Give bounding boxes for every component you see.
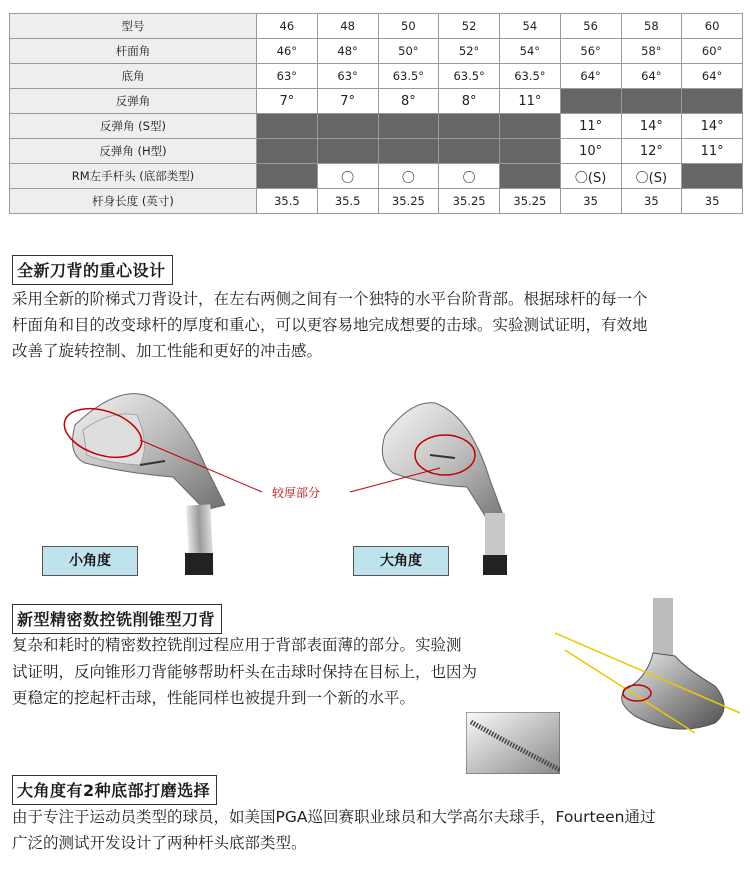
table-cell: 11° (682, 139, 743, 164)
high-loft-label: 大角度 (353, 546, 449, 576)
table-cell: 35 (621, 189, 682, 214)
loft-cell: 52 (439, 14, 500, 39)
table-cell: 64° (682, 64, 743, 89)
loft-cell: 50 (378, 14, 439, 39)
table-cell: 48° (317, 39, 378, 64)
table-cell: 60° (682, 39, 743, 64)
loft-cell: 54 (500, 14, 561, 39)
text-line: 试证明，反向锥形刀背能够帮助杆头在击球时保持在目标上，也因为 (12, 662, 478, 681)
loft-cell: 58 (621, 14, 682, 39)
row-label: 反弹角 (10, 89, 257, 114)
low-loft-label: 小角度 (42, 546, 138, 576)
section2-body (12, 632, 477, 712)
row-label: 底角 (10, 64, 257, 89)
text-line: 由于专注于运动员类型的球员，如美国PGA巡回赛职业球员和大学高尔夫球手，Fourteen通过 (12, 808, 656, 826)
table-cell: 35.25 (439, 189, 500, 214)
section3-body (12, 804, 655, 856)
section-title-sole-options: 大角度有2种底部打磨选择 (12, 775, 217, 805)
section-title-back-design: 全新刀背的重心设计 (12, 255, 173, 285)
milling-detail-image (466, 712, 560, 774)
wedge-back-taper-image (555, 598, 740, 748)
row-label: RM左手杆头 (底部类型) (10, 164, 257, 189)
table-cell: 56° (560, 39, 621, 64)
table-cell: 10° (560, 139, 621, 164)
table-cell: 12° (621, 139, 682, 164)
table-cell: 35.25 (500, 189, 561, 214)
table-cell: 7° (317, 89, 378, 114)
table-cell: 54° (500, 39, 561, 64)
text-line: 改善了旋转控制、加工性能和更好的冲击感。 (12, 342, 323, 360)
row-label: 反弹角 (H型) (10, 139, 257, 164)
row-label: 杆身长度 (英寸) (10, 189, 257, 214)
table-cell: 64° (621, 64, 682, 89)
row-label: 杆面角 (10, 39, 257, 64)
table-cell: 64° (560, 64, 621, 89)
table-cell: 〇 (317, 164, 378, 189)
table-cell: 35.5 (257, 189, 318, 214)
table-cell: 63° (317, 64, 378, 89)
table-header-label: 型号 (10, 14, 257, 39)
section-title-cnc-taper: 新型精密数控铣削锥型刀背 (12, 604, 222, 634)
table-cell: 50° (378, 39, 439, 64)
table-cell: 63° (257, 64, 318, 89)
table-cell: 52° (439, 39, 500, 64)
table-cell: 14° (621, 114, 682, 139)
table-cell: 〇 (439, 164, 500, 189)
loft-cell: 46 (257, 14, 318, 39)
table-cell: 46° (257, 39, 318, 64)
loft-cell: 56 (560, 14, 621, 39)
loft-cell: 60 (682, 14, 743, 39)
table-cell: 63.5° (500, 64, 561, 89)
table-cell: 35.5 (317, 189, 378, 214)
table-cell: 8° (378, 89, 439, 114)
loft-cell: 48 (317, 14, 378, 39)
table-cell: 〇(S) (560, 164, 621, 189)
table-cell: 8° (439, 89, 500, 114)
table-cell: 11° (500, 89, 561, 114)
text-line: 更稳定的挖起杆击球，性能同样也被提升到一个新的水平。 (12, 689, 416, 707)
text-line: 采用全新的阶梯式刀背设计，在左右两侧之间有一个独特的水平台阶背部。根据球杆的每一个 (12, 290, 648, 308)
table-cell: 35 (682, 189, 743, 214)
table-cell: 7° (257, 89, 318, 114)
table-cell: 35.25 (378, 189, 439, 214)
text-line: 杆面角和目的改变球杆的厚度和重心，可以更容易地完成想要的击球。实验测试证明，有效地 (12, 316, 648, 334)
row-label: 反弹角 (S型) (10, 114, 257, 139)
text-line: 广泛的测试开发设计了两种杆头底部类型。 (12, 834, 307, 852)
text-line: 复杂和耗时的精密数控铣削过程应用于背部表面薄的部分。实验测 (12, 636, 462, 654)
table-cell: 11° (560, 114, 621, 139)
table-cell: 14° (682, 114, 743, 139)
table-cell: 63.5° (378, 64, 439, 89)
table-cell: 63.5° (439, 64, 500, 89)
table-cell: 35 (560, 189, 621, 214)
thicker-part-callout: 较厚部分 (272, 486, 321, 500)
table-cell: 58° (621, 39, 682, 64)
table-cell: 〇 (378, 164, 439, 189)
table-cell: 〇(S) (621, 164, 682, 189)
